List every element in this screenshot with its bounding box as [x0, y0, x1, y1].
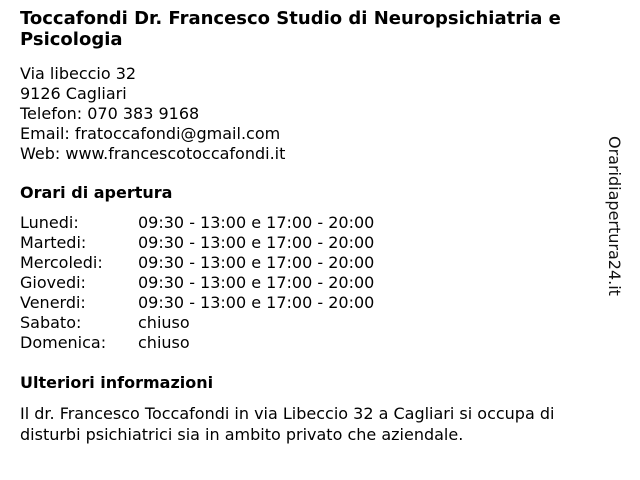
email: Email: fratoccafondi@gmail.com [20, 124, 281, 143]
hours-day: Lunedi: [20, 213, 79, 232]
hours-time: 09:30 - 13:00 e 17:00 - 20:00 [138, 273, 375, 292]
hours-time: 09:30 - 13:00 e 17:00 - 20:00 [138, 293, 375, 312]
hours-day: Domenica: [20, 333, 107, 352]
contact-block [20, 64, 285, 164]
hours-day: Venerdi: [20, 293, 86, 312]
hours-time: 09:30 - 13:00 e 17:00 - 20:00 [138, 253, 375, 272]
hours-day: Martedi: [20, 233, 87, 252]
city: 9126 Cagliari [20, 84, 127, 103]
hours-time: chiuso [138, 333, 190, 352]
hours-time: chiuso [138, 313, 190, 332]
hours-time: 09:30 - 13:00 e 17:00 - 20:00 [138, 213, 375, 232]
hours-day: Mercoledi: [20, 253, 103, 272]
info-heading: Ulteriori informazioni [20, 373, 214, 392]
page-title: Toccafondi Dr. Francesco Studio di Neuropsichiatria e Psicologia [20, 8, 561, 50]
site-watermark [605, 136, 625, 296]
site-watermark-text: Oraridiapertura24.it [605, 136, 624, 296]
phone: Telefon: 070 383 9168 [20, 104, 200, 123]
info-text: Il dr. Francesco Toccafondi in via Libeccio 32 a Cagliari si occupa di disturbi psichiatrici sia in ambito privato che aziendale. [20, 404, 555, 444]
hours-time: 09:30 - 13:00 e 17:00 - 20:00 [138, 233, 375, 252]
website: Web: www.francescotoccafondi.it [20, 144, 286, 163]
hours-day: Sabato: [20, 313, 82, 332]
address: Via libeccio 32 [20, 64, 137, 83]
hours-heading: Orari di apertura [20, 183, 173, 202]
hours-day: Giovedi: [20, 273, 86, 292]
